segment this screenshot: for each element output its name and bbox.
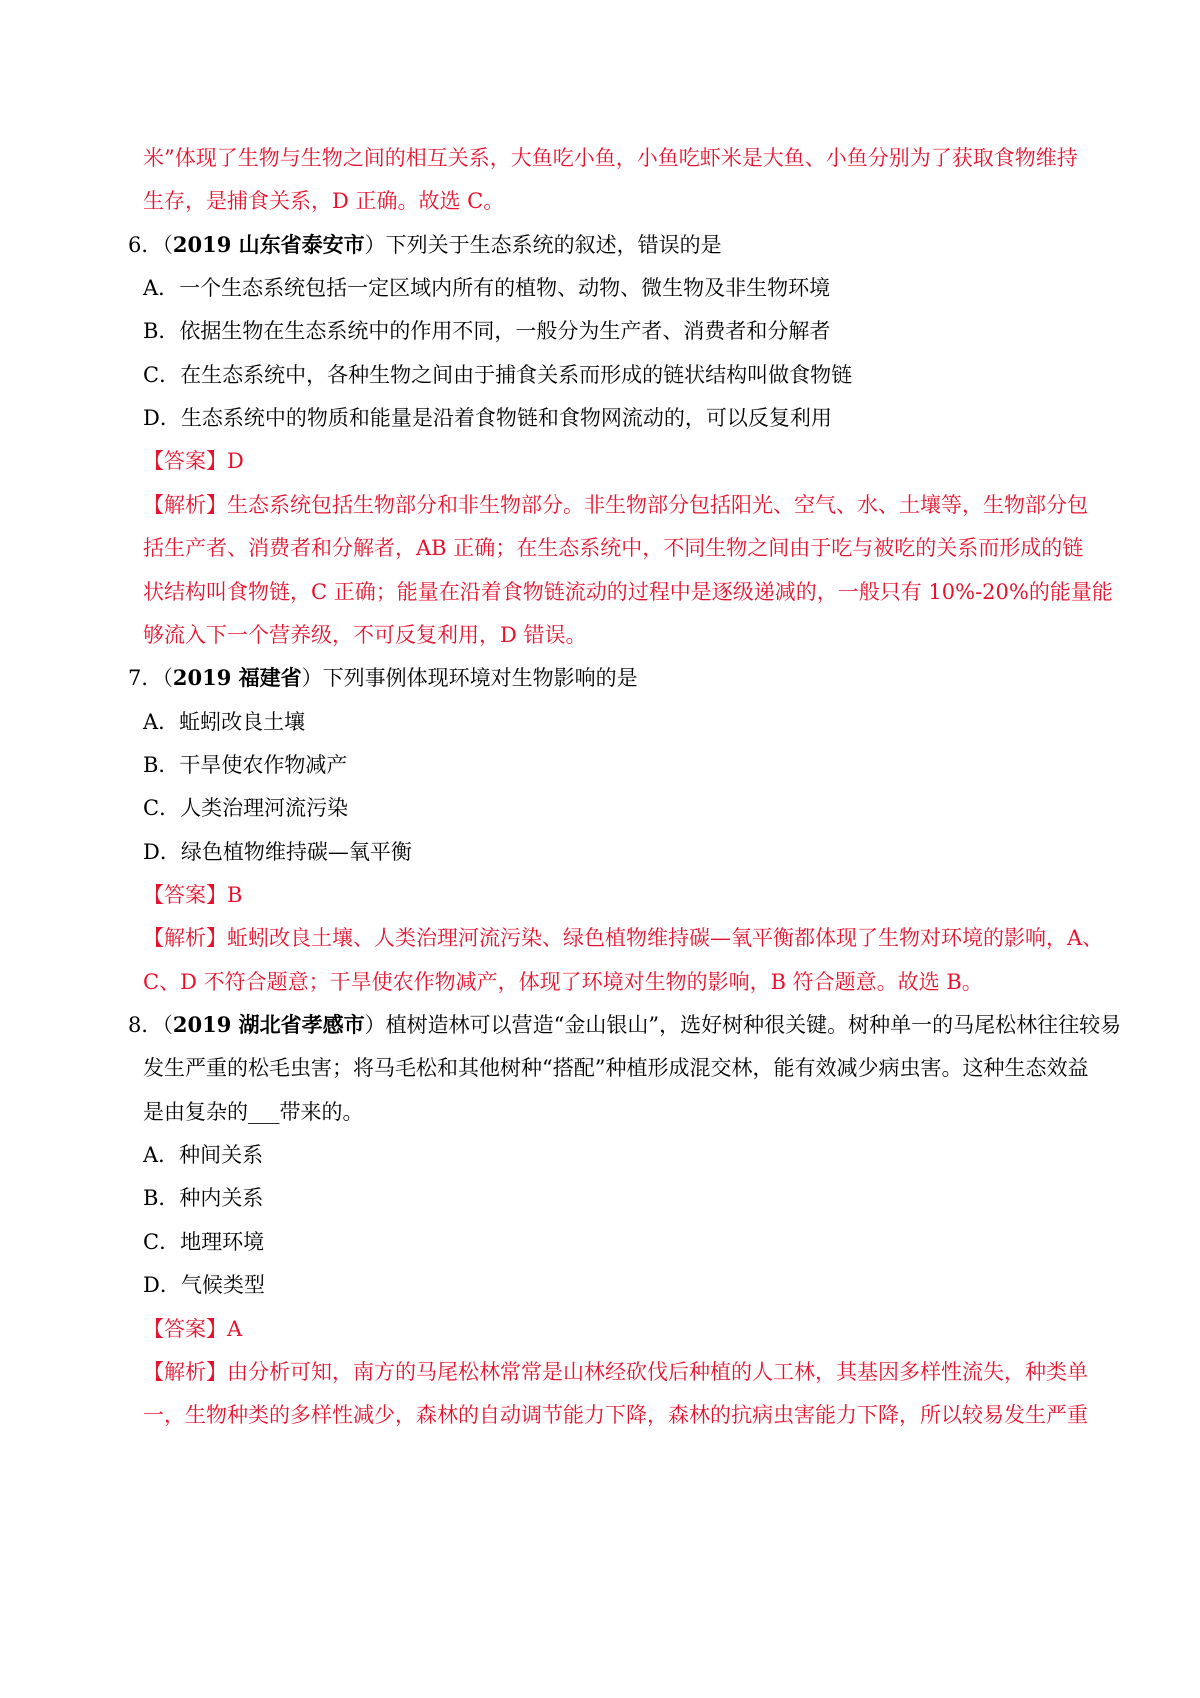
analysis-label: 【解析】 [143, 926, 227, 950]
question-8-option-b: B．种内关系 [143, 1186, 264, 1210]
question-stem-text: 植树造林可以营造“金山银山”，选好树种很关键。树种单一的马尾松林往往较易 [385, 1013, 1122, 1037]
question-8-analysis-line-1: 【解析】由分析可知，南方的马尾松林常常是山林经砍伐后种植的人工林，其基因多样性流失，种类单 [143, 1360, 1088, 1384]
question-7-analysis-line-2: C、D 不符合题意；干旱使农作物减产，体现了环境对生物的影响，B 符合题意。故选 B。 [143, 970, 983, 994]
prev-explanation-line-1: 米”体现了生物与生物之间的相互关系，大鱼吃小鱼，小鱼吃虾米是大鱼、小鱼分别为了获取食物维持 [143, 146, 1078, 170]
question-8-option-a: A．种间关系 [143, 1143, 264, 1167]
question-6-analysis-line-3: 状结构叫食物链，C 正确；能量在沿着食物链流动的过程中是逐级递减的，一般只有 10%-20%的能量能 [143, 580, 1113, 604]
question-7-option-d: D．绿色植物维持碳—氧平衡 [143, 840, 412, 864]
question-6-answer [143, 446, 244, 476]
question-6-option-c: C．在生态系统中，各种生物之间由于捕食关系而形成的链状结构叫做食物链 [143, 363, 853, 387]
question-6-analysis-line-1: 【解析】生态系统包括生物部分和非生物部分。非生物部分包括阳光、空气、水、土壤等，生物部分包 [143, 493, 1088, 517]
question-source: 2019 山东省泰安市 [172, 232, 365, 257]
analysis-label: 【解析】 [143, 493, 227, 517]
question-number: 8． [128, 1013, 163, 1037]
answer-value: D [227, 449, 244, 473]
question-6-option-b: B．依据生物在生态系统中的作用不同，一般分为生产者、消费者和分解者 [143, 319, 831, 343]
answer-label: 【答案】 [143, 1317, 227, 1341]
question-stem-text: 下列事例体现环境对生物影响的是 [322, 666, 638, 690]
answer-value: A [227, 1317, 243, 1341]
question-6-analysis-line-4: 够流入下一个营养级，不可反复利用，D 错误。 [143, 623, 587, 647]
question-8-option-d: D．气候类型 [143, 1273, 265, 1297]
answer-label: 【答案】 [143, 883, 227, 907]
question-7-stem: 7．（2019 福建省）下列事例体现环境对生物影响的是 [128, 665, 638, 690]
question-7-answer [143, 880, 242, 910]
question-8-stem-line-3: 是由复杂的___带来的。 [143, 1100, 364, 1124]
answer-value: B [227, 883, 243, 907]
question-7-option-c: C．人类治理河流污染 [143, 796, 349, 820]
question-8-option-c: C．地理环境 [143, 1230, 265, 1254]
question-7-option-b: B．干旱使农作物减产 [143, 753, 348, 777]
answer-label: 【答案】 [143, 449, 227, 473]
question-number: 6． [128, 233, 163, 257]
question-stem-text: 下列关于生态系统的叙述，错误的是 [385, 233, 722, 257]
question-8-stem-line-1: 8．（2019 湖北省孝感市）植树造林可以营造“金山银山”，选好树种很关键。树种单一的马尾松林往往较易 [128, 1012, 1122, 1037]
question-7-option-a: A．蚯蚓改良土壤 [143, 710, 306, 734]
question-6-option-d: D．生态系统中的物质和能量是沿着食物链和食物网流动的，可以反复利用 [143, 406, 832, 430]
question-source: 2019 湖北省孝感市 [172, 1012, 365, 1037]
question-source: 2019 福建省 [172, 665, 302, 690]
question-number: 7． [128, 666, 163, 690]
analysis-label: 【解析】 [143, 1360, 227, 1384]
question-6-stem: 6．（2019 山东省泰安市）下列关于生态系统的叙述，错误的是 [128, 232, 722, 257]
question-8-analysis-line-2: 一，生物种类的多样性减少，森林的自动调节能力下降，森林的抗病虫害能力下降，所以较易发生严重 [143, 1403, 1088, 1427]
prev-explanation-line-2: 生存，是捕食关系，D 正确。故选 C。 [143, 189, 505, 213]
question-8-stem-line-2: 发生严重的松毛虫害；将马毛松和其他树种“搭配”种植形成混交林，能有效减少病虫害。这种生态效益 [143, 1056, 1089, 1080]
question-8-answer [143, 1314, 242, 1344]
question-6-option-a: A．一个生态系统包括一定区域内所有的植物、动物、微生物及非生物环境 [143, 276, 831, 300]
question-7-analysis-line-1: 【解析】蚯蚓改良土壤、人类治理河流污染、绿色植物维持碳—氧平衡都体现了生物对环境的影响，A、 [143, 926, 1104, 950]
question-6-analysis-line-2: 括生产者、消费者和分解者，AB 正确；在生态系统中，不同生物之间由于吃与被吃的关系而形成的链 [143, 536, 1084, 560]
